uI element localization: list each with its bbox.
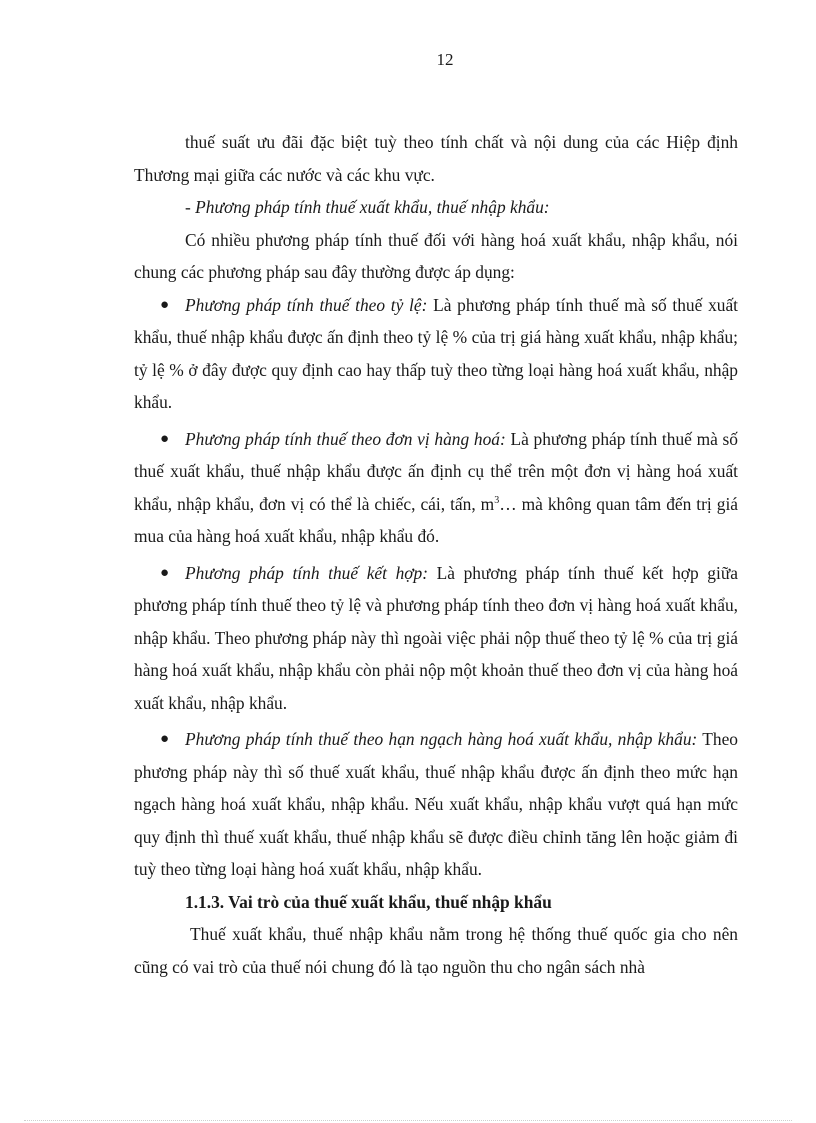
bullet-icon: ● [160,296,170,313]
paragraph-intro: thuế suất ưu đãi đặc biệt tuỳ theo tính chất và nội dung của các Hiệp định Thương mại giữa các nước và các khu vực. [134,132,738,185]
page-bottom-divider [24,1120,792,1121]
bullet-text-cont: … mà không quan tâm đến trị giá mua của hàng hoá xuất khẩu, nhập khẩu đó. [134,493,738,546]
bullet-text: Là phương pháp tính thuế mà số thuế xuất khẩu, thuế nhập khẩu được ấn định theo tỷ lệ % của trị giá hàng xuất khẩu, nhập khẩu; tỷ lệ % ở đây được quy định cao hay thấp tuỳ theo từng loại hàng hoá xuất khẩu, nhập khẩu. [134,294,739,412]
bullet-text: Là phương pháp tính thuế mà số thuế xuất khẩu, thuế nhập khẩu được ấn định cụ thể trên một đơn vị hàng hoá xuất khẩu, nhập khẩu, đơn vị có thể là chiếc, cái, tấn, m [134,428,738,514]
bullet-text: Theo phương pháp này thì số thuế xuất khẩu, thuế nhập khẩu được ấn định theo mức hạn ngạch hàng hoá xuất khẩu, nhập khẩu. Nếu xuất khẩu, nhập khẩu vượt quá hạn mức quy định thì thuế xuất khẩu, thuế nhập khẩu sẽ được điều chỉnh tăng lên hoặc giảm đi tuỳ theo từng loại hàng hoá xuất khẩu, nhập khẩu. [134,729,738,879]
bullet-label: Phương pháp tính thuế theo đơn vị hàng hoá: [185,428,506,449]
page-number: 12 [436,50,454,69]
bullet-text: Là phương pháp tính thuế kết hợp giữa phương pháp tính thuế theo tỷ lệ và phương pháp tính theo đơn vị hàng hoá xuất khẩu, nhập khẩu. Theo phương pháp này thì ngoài việc phải nộp thuế theo tỷ lệ % của trị giá hàng hoá xuất khẩu, nhập khẩu còn phải nộp một khoản thuế theo đơn vị của hàng hoá xuất khẩu, nhập khẩu. [134,562,738,713]
paragraph-role: Thuế xuất khẩu, thuế nhập khẩu nằm trong hệ thống thuế quốc gia cho nên cũng có vai trò của thuế nói chung đó là tạo nguồn thu cho ngân sách nhà [134,924,738,977]
bullet-label: Phương pháp tính thuế theo hạn ngạch hàng hoá xuất khẩu, nhập khẩu: [185,729,698,749]
bullet-item-unit-method [134,423,738,553]
document-body [134,126,738,983]
bullet-icon: ● [160,430,170,447]
bullet-icon: ● [160,564,170,581]
section-heading: 1.1.3. Vai trò của thuế xuất khẩu, thuế nhập khẩu [185,891,552,912]
bullet-item-quota-method [134,723,738,886]
section-lead-italic: - Phương pháp tính thuế xuất khẩu, thuế nhập khẩu: [185,197,550,217]
paragraph-methods-intro: Có nhiều phương pháp tính thuế đối với hàng hoá xuất khẩu, nhập khẩu, nói chung các phương pháp sau đây thường được áp dụng: [134,229,738,282]
superscript: 3 [494,494,500,506]
bullet-label: Phương pháp tính thuế theo tỷ lệ: [185,294,428,315]
bullet-item-ratio-method [134,289,738,419]
bullet-item-combined-method [134,557,738,720]
bullet-icon: ● [160,731,170,747]
bullet-label: Phương pháp tính thuế kết hợp: [185,562,429,583]
